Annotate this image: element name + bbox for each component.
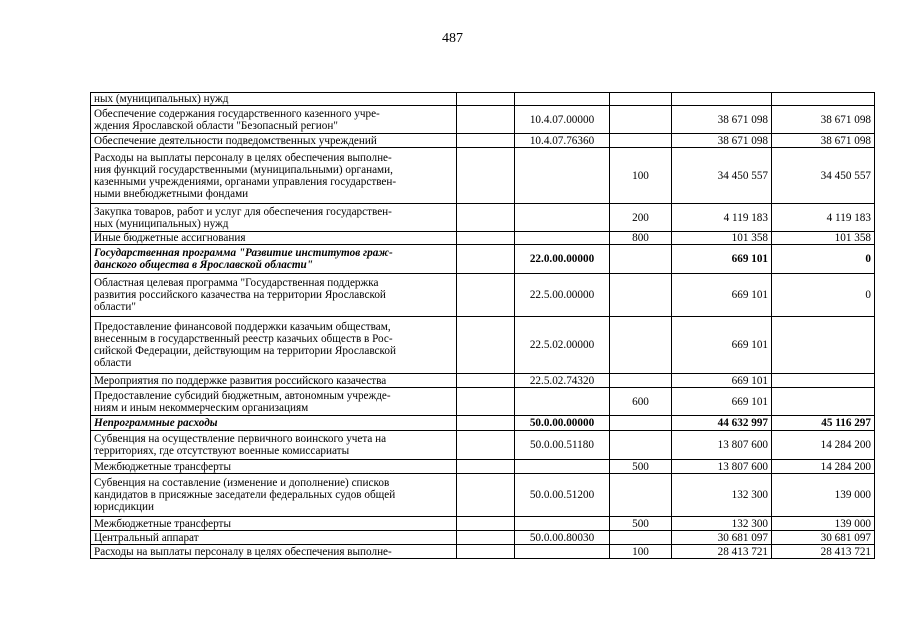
row-amount-1-cell: 30 681 097 [672, 531, 772, 545]
row-name-cell: Обеспечение содержания государственного казенного учре- ждения Ярославской области "Безопасный регион" [91, 106, 457, 134]
row-code-cell [515, 204, 610, 232]
row-code-cell [515, 460, 610, 474]
row-code-cell [515, 93, 610, 106]
row-amount-1-cell: 34 450 557 [672, 148, 772, 204]
row-blank-cell [457, 460, 515, 474]
table-row [91, 531, 875, 545]
table-row [91, 545, 875, 559]
row-code-cell: 10.4.07.76360 [515, 134, 610, 148]
row-amount-2-cell: 38 671 098 [772, 106, 875, 134]
budget-table [90, 92, 875, 559]
row-name-cell: Обеспечение деятельности подведомственных учреждений [91, 134, 457, 148]
row-name-cell: Субвенция на осуществление первичного воинского учета на территориях, где отсутствуют военные комиссариаты [91, 431, 457, 460]
row-amount-2-cell: 14 284 200 [772, 460, 875, 474]
row-expense-type-cell: 200 [610, 204, 672, 232]
row-name-cell: Центральный аппарат [91, 531, 457, 545]
row-name-cell: Мероприятия по поддержке развития российского казачества [91, 374, 457, 388]
row-expense-type-cell [610, 317, 672, 374]
row-name-cell: Закупка товаров, работ и услуг для обеспечения государствен- ных (муниципальных) нужд [91, 204, 457, 232]
row-name-cell: Непрограммные расходы [91, 416, 457, 431]
row-name-cell: Предоставление финансовой поддержки казачьим обществам, внесенным в государственный реестр казачьих обществ в Рос- сийской Федерации, действующим на территории Ярославской области [91, 317, 457, 374]
row-amount-1-cell: 4 119 183 [672, 204, 772, 232]
row-expense-type-cell: 600 [610, 388, 672, 416]
row-amount-1-cell: 13 807 600 [672, 460, 772, 474]
row-name-cell: Расходы на выплаты персоналу в целях обеспечения выполне- [91, 545, 457, 559]
row-blank-cell [457, 274, 515, 317]
row-code-cell [515, 388, 610, 416]
row-amount-1-cell: 669 101 [672, 274, 772, 317]
row-expense-type-cell [610, 93, 672, 106]
row-amount-2-cell: 0 [772, 245, 875, 274]
row-blank-cell [457, 148, 515, 204]
row-amount-1-cell: 44 632 997 [672, 416, 772, 431]
row-code-cell: 50.0.00.51200 [515, 474, 610, 517]
row-amount-1-cell: 132 300 [672, 474, 772, 517]
row-amount-2-cell: 34 450 557 [772, 148, 875, 204]
table-row [91, 204, 875, 232]
row-expense-type-cell: 100 [610, 545, 672, 559]
row-amount-2-cell: 45 116 297 [772, 416, 875, 431]
row-expense-type-cell [610, 416, 672, 431]
row-expense-type-cell [610, 431, 672, 460]
row-amount-2-cell: 4 119 183 [772, 204, 875, 232]
table-row [91, 274, 875, 317]
row-amount-1-cell: 101 358 [672, 232, 772, 245]
table-row [91, 416, 875, 431]
table-row [91, 232, 875, 245]
row-name-cell: Расходы на выплаты персоналу в целях обеспечения выполне- ния функций государственными (муниципальными) органами, казенными учреждениями, органами управления государствен- ными внебюджетными фондами [91, 148, 457, 204]
row-blank-cell [457, 545, 515, 559]
row-amount-2-cell [772, 93, 875, 106]
row-name-cell: Межбюджетные трансферты [91, 517, 457, 531]
table-row [91, 148, 875, 204]
row-code-cell: 50.0.00.80030 [515, 531, 610, 545]
row-amount-1-cell: 669 101 [672, 388, 772, 416]
row-expense-type-cell [610, 245, 672, 274]
row-expense-type-cell [610, 374, 672, 388]
row-amount-2-cell: 101 358 [772, 232, 875, 245]
row-amount-2-cell: 139 000 [772, 517, 875, 531]
row-amount-2-cell: 14 284 200 [772, 431, 875, 460]
row-code-cell [515, 545, 610, 559]
row-blank-cell [457, 517, 515, 531]
row-blank-cell [457, 204, 515, 232]
table-row [91, 431, 875, 460]
row-expense-type-cell: 100 [610, 148, 672, 204]
row-amount-2-cell: 30 681 097 [772, 531, 875, 545]
row-name-cell: Предоставление субсидий бюджетным, автономным учрежде- ниям и иным некоммерческим организациям [91, 388, 457, 416]
row-blank-cell [457, 416, 515, 431]
row-code-cell: 22.5.00.00000 [515, 274, 610, 317]
table-row [91, 474, 875, 517]
table-row [91, 317, 875, 374]
row-blank-cell [457, 134, 515, 148]
row-amount-2-cell [772, 374, 875, 388]
row-amount-1-cell: 38 671 098 [672, 106, 772, 134]
row-amount-2-cell: 28 413 721 [772, 545, 875, 559]
row-name-cell: Межбюджетные трансферты [91, 460, 457, 474]
row-expense-type-cell [610, 531, 672, 545]
row-amount-2-cell [772, 317, 875, 374]
row-amount-1-cell: 13 807 600 [672, 431, 772, 460]
row-amount-1-cell [672, 93, 772, 106]
row-code-cell: 50.0.00.00000 [515, 416, 610, 431]
row-code-cell: 22.5.02.74320 [515, 374, 610, 388]
table-row [91, 388, 875, 416]
row-blank-cell [457, 374, 515, 388]
row-expense-type-cell: 500 [610, 517, 672, 531]
row-amount-1-cell: 132 300 [672, 517, 772, 531]
row-amount-2-cell [772, 388, 875, 416]
row-code-cell [515, 148, 610, 204]
table-row [91, 460, 875, 474]
row-amount-2-cell: 139 000 [772, 474, 875, 517]
row-amount-1-cell: 38 671 098 [672, 134, 772, 148]
row-blank-cell [457, 531, 515, 545]
row-expense-type-cell [610, 274, 672, 317]
row-amount-1-cell: 669 101 [672, 374, 772, 388]
row-blank-cell [457, 317, 515, 374]
row-expense-type-cell [610, 474, 672, 517]
table-row [91, 106, 875, 134]
row-name-cell: Государственная программа "Развитие институтов граж- данского общества в Ярославской области" [91, 245, 457, 274]
row-name-cell: Иные бюджетные ассигнования [91, 232, 457, 245]
table-row [91, 93, 875, 106]
row-amount-2-cell: 0 [772, 274, 875, 317]
row-name-cell: Областная целевая программа "Государственная поддержка развития российского казачества на территории Ярославской области" [91, 274, 457, 317]
row-blank-cell [457, 232, 515, 245]
row-blank-cell [457, 93, 515, 106]
row-code-cell: 10.4.07.00000 [515, 106, 610, 134]
row-code-cell: 22.5.02.00000 [515, 317, 610, 374]
row-code-cell: 22.0.00.00000 [515, 245, 610, 274]
row-code-cell [515, 517, 610, 531]
row-blank-cell [457, 431, 515, 460]
row-name-cell: ных (муниципальных) нужд [91, 93, 457, 106]
row-amount-1-cell: 669 101 [672, 317, 772, 374]
table-row [91, 245, 875, 274]
row-code-cell [515, 232, 610, 245]
row-blank-cell [457, 106, 515, 134]
row-expense-type-cell [610, 134, 672, 148]
row-expense-type-cell [610, 106, 672, 134]
row-expense-type-cell: 800 [610, 232, 672, 245]
row-amount-1-cell: 669 101 [672, 245, 772, 274]
row-blank-cell [457, 388, 515, 416]
table-row [91, 517, 875, 531]
row-amount-2-cell: 38 671 098 [772, 134, 875, 148]
row-expense-type-cell: 500 [610, 460, 672, 474]
budget-table-body [91, 93, 875, 559]
row-name-cell: Субвенция на составление (изменение и дополнение) списков кандидатов в присяжные заседатели федеральных судов общей юрисдикции [91, 474, 457, 517]
page-number: 487 [442, 31, 463, 46]
row-blank-cell [457, 474, 515, 517]
row-code-cell: 50.0.00.51180 [515, 431, 610, 460]
row-amount-1-cell: 28 413 721 [672, 545, 772, 559]
table-row [91, 134, 875, 148]
table-row [91, 374, 875, 388]
row-blank-cell [457, 245, 515, 274]
